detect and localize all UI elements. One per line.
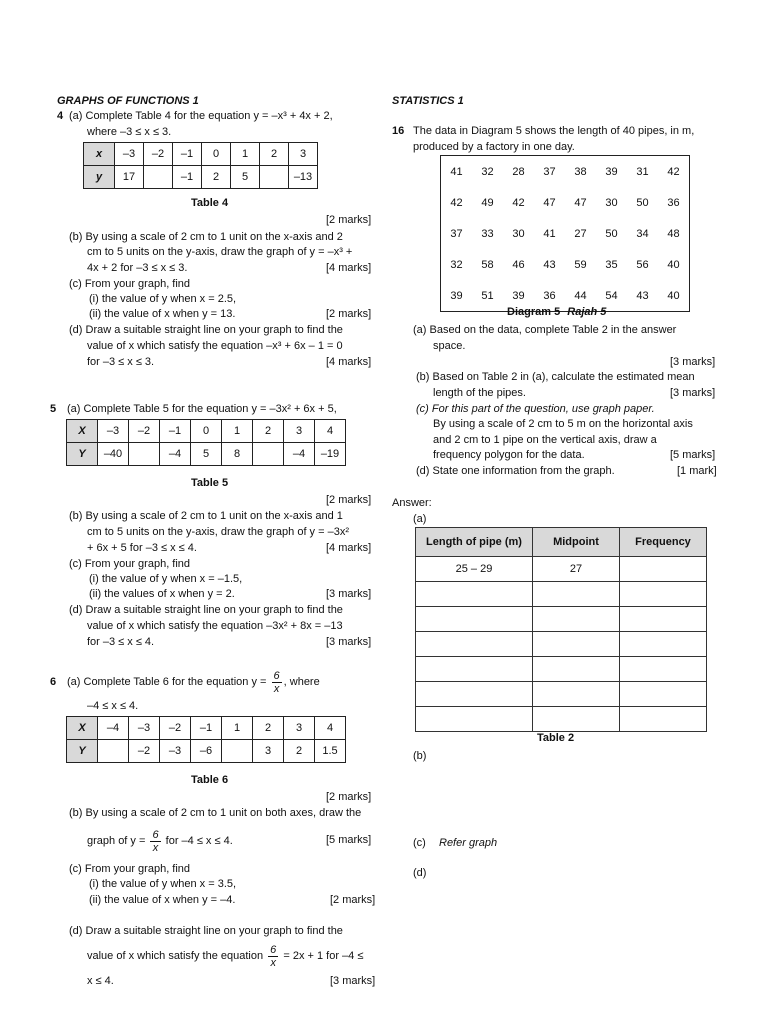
table-cell — [416, 707, 533, 732]
q4-b-line3: 4x + 2 for –3 ≤ x ≤ 3. — [87, 262, 188, 274]
data-value: 37 — [543, 165, 556, 178]
table-cell — [533, 682, 620, 707]
table-cell — [533, 582, 620, 607]
data-value: 56 — [636, 258, 649, 271]
table-row-y — [84, 166, 318, 189]
table-cell-x: –4 — [98, 717, 129, 740]
table-cell-y: –2 — [129, 740, 160, 763]
q6-number: 6 — [50, 676, 57, 688]
table-cell-y — [260, 166, 289, 189]
data-value: 31 — [636, 165, 649, 178]
q16-b-marks: [3 marks] — [670, 387, 716, 399]
q6-a-marks: [2 marks] — [326, 791, 372, 803]
table-row-y — [67, 740, 346, 763]
table-cell — [416, 632, 533, 657]
table-cell-x: 2 — [260, 143, 289, 166]
q6-d-text-post: = 2x + 1 for –4 ≤ — [283, 950, 364, 962]
q16-c-line4: frequency polygon for the data. — [433, 449, 585, 461]
table-cell-y: –40 — [98, 443, 129, 466]
data-value: 43 — [636, 289, 649, 302]
row-header-y: Y — [67, 740, 98, 763]
table-cell-x: 4 — [315, 717, 346, 740]
fraction-denominator: x — [273, 682, 280, 695]
table-cell — [416, 607, 533, 632]
table-row — [416, 607, 707, 632]
data-value: 40 — [667, 289, 680, 302]
data-value: 50 — [636, 196, 649, 209]
data-value: 59 — [574, 258, 587, 271]
answer-part-d: (d) — [413, 867, 427, 879]
q6-b-text-post: for –4 ≤ x ≤ 4. — [165, 835, 233, 847]
q16-intro-line1: The data in Diagram 5 shows the length of 40 pipes, in m, — [413, 125, 695, 137]
table-row-y — [67, 443, 346, 466]
table-row-x — [67, 717, 346, 740]
table-cell-y: 8 — [222, 443, 253, 466]
q5-d-marks: [3 marks] — [326, 636, 372, 648]
diagram-caption: Diagram 5 — [507, 306, 561, 318]
column-header: Midpoint — [533, 528, 620, 557]
table-cell-y: –4 — [284, 443, 315, 466]
data-value: 27 — [574, 227, 587, 240]
q16-a-line1: (a) Based on the data, complete Table 2 in the answer — [413, 324, 677, 336]
q5-b-line3: + 6x + 5 for –3 ≤ x ≤ 4. — [87, 542, 197, 554]
table-cell-x: 2 — [253, 717, 284, 740]
data-value: 39 — [605, 165, 618, 178]
q4-d-line1: (d) Draw a suitable straight line on your graph to find the — [69, 324, 343, 336]
data-row — [441, 249, 690, 280]
section-heading-graphs: GRAPHS OF FUNCTIONS 1 — [57, 95, 199, 107]
q4-c-marks: [2 marks] — [326, 308, 372, 320]
q4-d-line2: value of x which satisfy the equation –x³ + 6x – 1 = 0 — [87, 340, 343, 352]
q16-c-line1: (c) For this part of the question, use graph paper. — [416, 403, 655, 415]
table-cell-y: 1.5 — [315, 740, 346, 763]
q5-d-line1: (d) Draw a suitable straight line on your graph to find the — [69, 604, 343, 616]
answer-part-c: (c) — [413, 837, 426, 849]
q5-c-line3: (ii) the values of x when y = 2. — [89, 588, 235, 600]
table-cell-y: –4 — [160, 443, 191, 466]
table-row-x — [84, 143, 318, 166]
table-cell-x: 3 — [284, 420, 315, 443]
table-cell-x: –2 — [160, 717, 191, 740]
q4-a-line2: where –3 ≤ x ≤ 3. — [87, 126, 172, 138]
data-value: 28 — [512, 165, 525, 178]
data-value: 44 — [574, 289, 587, 302]
section-heading-statistics: STATISTICS 1 — [392, 95, 464, 107]
q6-d-text: value of x which satisfy the equation — [87, 950, 264, 962]
fraction-numerator: 6 — [270, 943, 277, 956]
table-cell-x: –1 — [191, 717, 222, 740]
q5-a-marks: [2 marks] — [326, 494, 372, 506]
table-row-x — [67, 420, 346, 443]
table-cell-y: –13 — [289, 166, 318, 189]
table-cell-x: –3 — [98, 420, 129, 443]
table-cell — [620, 632, 707, 657]
q5-number: 5 — [50, 403, 57, 415]
q6-d-line1: (d) Draw a suitable straight line on your graph to find the — [69, 925, 343, 937]
data-value: 54 — [605, 289, 618, 302]
table-cell-y: 2 — [284, 740, 315, 763]
q6-a-text: (a) Complete Table 6 for the equation y = — [67, 676, 267, 688]
table-cell-x: –1 — [160, 420, 191, 443]
data-value: 35 — [605, 258, 618, 271]
q5-b-line1: (b) By using a scale of 2 cm to 1 unit on the x-axis and 1 — [69, 510, 343, 522]
table-4-caption: Table 4 — [191, 197, 229, 209]
fraction-denominator: x — [270, 956, 276, 969]
table-6 — [66, 716, 346, 763]
data-value: 41 — [543, 227, 556, 240]
q4-a-line1: (a) Complete Table 4 for the equation y = –x³ + 4x + 2, — [69, 110, 333, 122]
table-5-caption: Table 5 — [191, 477, 229, 489]
table-cell-x: 3 — [289, 143, 318, 166]
table-row — [416, 582, 707, 607]
q5-b-marks: [4 marks] — [326, 542, 372, 554]
data-value: 32 — [481, 165, 494, 178]
table-row — [416, 682, 707, 707]
data-value: 33 — [481, 227, 494, 240]
data-value: 38 — [574, 165, 587, 178]
q4-a-marks: [2 marks] — [326, 214, 372, 226]
table-cell-x: –3 — [129, 717, 160, 740]
q4-d-marks: [4 marks] — [326, 356, 372, 368]
table-cell — [533, 657, 620, 682]
answer-part-b: (b) — [413, 750, 427, 762]
table-cell-y: –19 — [315, 443, 346, 466]
table-row — [416, 707, 707, 732]
data-value: 42 — [450, 196, 463, 209]
q5-c-line1: (c) From your graph, find — [69, 558, 191, 570]
q6-d-line2 — [87, 940, 363, 972]
data-value: 41 — [450, 165, 463, 178]
table-5 — [66, 419, 346, 466]
fraction-6-over-x — [272, 670, 282, 695]
data-value: 37 — [450, 227, 463, 240]
table-row — [416, 632, 707, 657]
table-cell-y — [129, 443, 160, 466]
q6-d-marks: [3 marks] — [330, 975, 376, 987]
q4-c-line1: (c) From your graph, find — [69, 278, 191, 290]
data-value: 51 — [481, 289, 494, 302]
q5-c-marks: [3 marks] — [326, 588, 372, 600]
table-cell-x: 1 — [222, 420, 253, 443]
q16-d-marks: [1 mark] — [677, 465, 717, 477]
answer-refer-graph: Refer graph — [439, 837, 498, 849]
q16-c-line3: and 2 cm to 1 pipe on the vertical axis, draw a — [433, 434, 657, 446]
data-value: 30 — [512, 227, 525, 240]
table-cell-x: 0 — [202, 143, 231, 166]
row-header-y: y — [84, 166, 115, 189]
table-cell — [416, 682, 533, 707]
table-cell-y — [253, 443, 284, 466]
q6-a-line1 — [67, 668, 320, 696]
q5-c-line2: (i) the value of y when x = –1.5, — [89, 573, 243, 585]
table-cell-y: 5 — [231, 166, 260, 189]
q6-c-line1: (c) From your graph, find — [69, 863, 191, 875]
table-cell-x: –2 — [144, 143, 173, 166]
fraction-numerator: 6 — [152, 828, 159, 841]
fraction-6-over-x — [150, 829, 160, 854]
table-cell — [620, 707, 707, 732]
table-cell — [533, 632, 620, 657]
data-value: 30 — [605, 196, 618, 209]
table-cell-x: 4 — [315, 420, 346, 443]
q5-a-line1: (a) Complete Table 5 for the equation y = –3x² + 6x + 5, — [67, 403, 337, 415]
answer-label: Answer: — [392, 497, 432, 509]
data-value: 46 — [512, 258, 525, 271]
q5-d-line2: value of x which satisfy the equation –3x² + 8x = –13 — [87, 620, 343, 632]
table-cell — [620, 607, 707, 632]
diagram-5-caption — [507, 305, 606, 320]
q16-d-line1: (d) State one information from the graph. — [416, 465, 615, 477]
data-value: 42 — [512, 196, 525, 209]
data-value: 43 — [543, 258, 556, 271]
fraction-numerator: 6 — [273, 669, 280, 682]
data-value: 36 — [543, 289, 556, 302]
table-cell-y — [222, 740, 253, 763]
table-cell-x: 0 — [191, 420, 222, 443]
table-cell-x: 1 — [222, 717, 253, 740]
table-2-answer — [415, 527, 707, 732]
table-cell: 25 – 29 — [416, 557, 533, 582]
data-row — [441, 156, 690, 188]
table-cell-y: 5 — [191, 443, 222, 466]
q16-intro-line2: produced by a factory in one day. — [413, 141, 575, 153]
table-cell — [620, 582, 707, 607]
table-cell-y: 3 — [253, 740, 284, 763]
data-value: 50 — [605, 227, 618, 240]
q4-number: 4 — [57, 110, 64, 122]
table-2-caption: Table 2 — [537, 732, 575, 744]
table-cell — [620, 657, 707, 682]
table-cell-y: 2 — [202, 166, 231, 189]
table-cell — [416, 657, 533, 682]
data-value: 49 — [481, 196, 494, 209]
q6-b-line2 — [87, 825, 233, 857]
answer-part-a: (a) — [413, 513, 427, 525]
q6-b-text: graph of y = — [87, 835, 146, 847]
table-cell-x: 1 — [231, 143, 260, 166]
table-cell-y — [98, 740, 129, 763]
table-header-row — [416, 528, 707, 557]
diagram-5-data — [440, 155, 690, 312]
fraction-6-over-x — [268, 944, 278, 969]
table-cell-y: –3 — [160, 740, 191, 763]
fraction-denominator: x — [152, 841, 159, 854]
q6-a-line2: –4 ≤ x ≤ 4. — [87, 700, 139, 712]
table-cell — [533, 707, 620, 732]
row-header-y: Y — [67, 443, 98, 466]
q16-c-line2: By using a scale of 2 cm to 5 m on the horizontal axis — [433, 418, 693, 430]
data-value: 47 — [574, 196, 587, 209]
data-value: 39 — [512, 289, 525, 302]
table-cell-x: 2 — [253, 420, 284, 443]
data-value: 39 — [450, 289, 463, 302]
q6-a-text-post: , where — [283, 676, 320, 688]
table-cell-y — [144, 166, 173, 189]
table-row — [416, 657, 707, 682]
table-cell-x: –1 — [173, 143, 202, 166]
data-value: 48 — [667, 227, 680, 240]
column-header: Frequency — [620, 528, 707, 557]
row-header-x: x — [84, 143, 115, 166]
q6-c-marks: [2 marks] — [330, 894, 376, 906]
q4-c-line2: (i) the value of y when x = 2.5, — [89, 293, 237, 305]
data-value: 58 — [481, 258, 494, 271]
data-row — [441, 218, 690, 249]
table-cell-x: 3 — [284, 717, 315, 740]
q4-c-line3: (ii) the value of x when y = 13. — [89, 308, 236, 320]
data-value: 36 — [667, 196, 680, 209]
q6-b-marks: [5 marks] — [326, 834, 372, 846]
data-value: 32 — [450, 258, 463, 271]
q4-d-line3: for –3 ≤ x ≤ 3. — [87, 356, 155, 368]
q16-a-marks: [3 marks] — [670, 356, 716, 368]
table-cell: 27 — [533, 557, 620, 582]
table-6-caption: Table 6 — [191, 774, 229, 786]
table-cell-x: –2 — [129, 420, 160, 443]
q16-number: 16 — [392, 125, 405, 137]
table-cell-x: –3 — [115, 143, 144, 166]
row-header-x: X — [67, 420, 98, 443]
diagram-caption-malay: Rajah 5 — [567, 306, 607, 318]
table-cell — [533, 607, 620, 632]
table-cell — [416, 582, 533, 607]
q16-b-line1: (b) Based on Table 2 in (a), calculate the estimated mean — [416, 371, 695, 383]
table-cell — [620, 682, 707, 707]
table-cell-y: –1 — [173, 166, 202, 189]
q5-b-line2: cm to 5 units on the y-axis, draw the graph of y = –3x² — [87, 526, 349, 538]
q6-b-line1: (b) By using a scale of 2 cm to 1 unit on both axes, draw the — [69, 807, 362, 819]
table-4 — [83, 142, 318, 189]
data-value: 47 — [543, 196, 556, 209]
q16-b-line2: length of the pipes. — [433, 387, 526, 399]
q6-c-line2: (i) the value of y when x = 3.5, — [89, 878, 237, 890]
q4-b-line1: (b) By using a scale of 2 cm to 1 unit on the x-axis and 2 — [69, 231, 343, 243]
data-row — [441, 187, 690, 218]
q6-d-line3: x ≤ 4. — [87, 975, 114, 987]
q4-b-line2: cm to 5 units on the y-axis, draw the graph of y = –x³ + — [87, 246, 353, 258]
q4-b-marks: [4 marks] — [326, 262, 372, 274]
q16-a-line2: space. — [433, 340, 466, 352]
column-header: Length of pipe (m) — [416, 528, 533, 557]
q6-c-line3: (ii) the value of x when y = –4. — [89, 894, 236, 906]
q5-d-line3: for –3 ≤ x ≤ 4. — [87, 636, 155, 648]
table-cell — [620, 557, 707, 582]
data-value: 34 — [636, 227, 649, 240]
table-cell-y: –6 — [191, 740, 222, 763]
q16-c-marks: [5 marks] — [670, 449, 716, 461]
table-cell-y: 17 — [115, 166, 144, 189]
data-value: 40 — [667, 258, 680, 271]
row-header-x: X — [67, 717, 98, 740]
table-row — [416, 557, 707, 582]
data-value: 42 — [667, 165, 680, 178]
